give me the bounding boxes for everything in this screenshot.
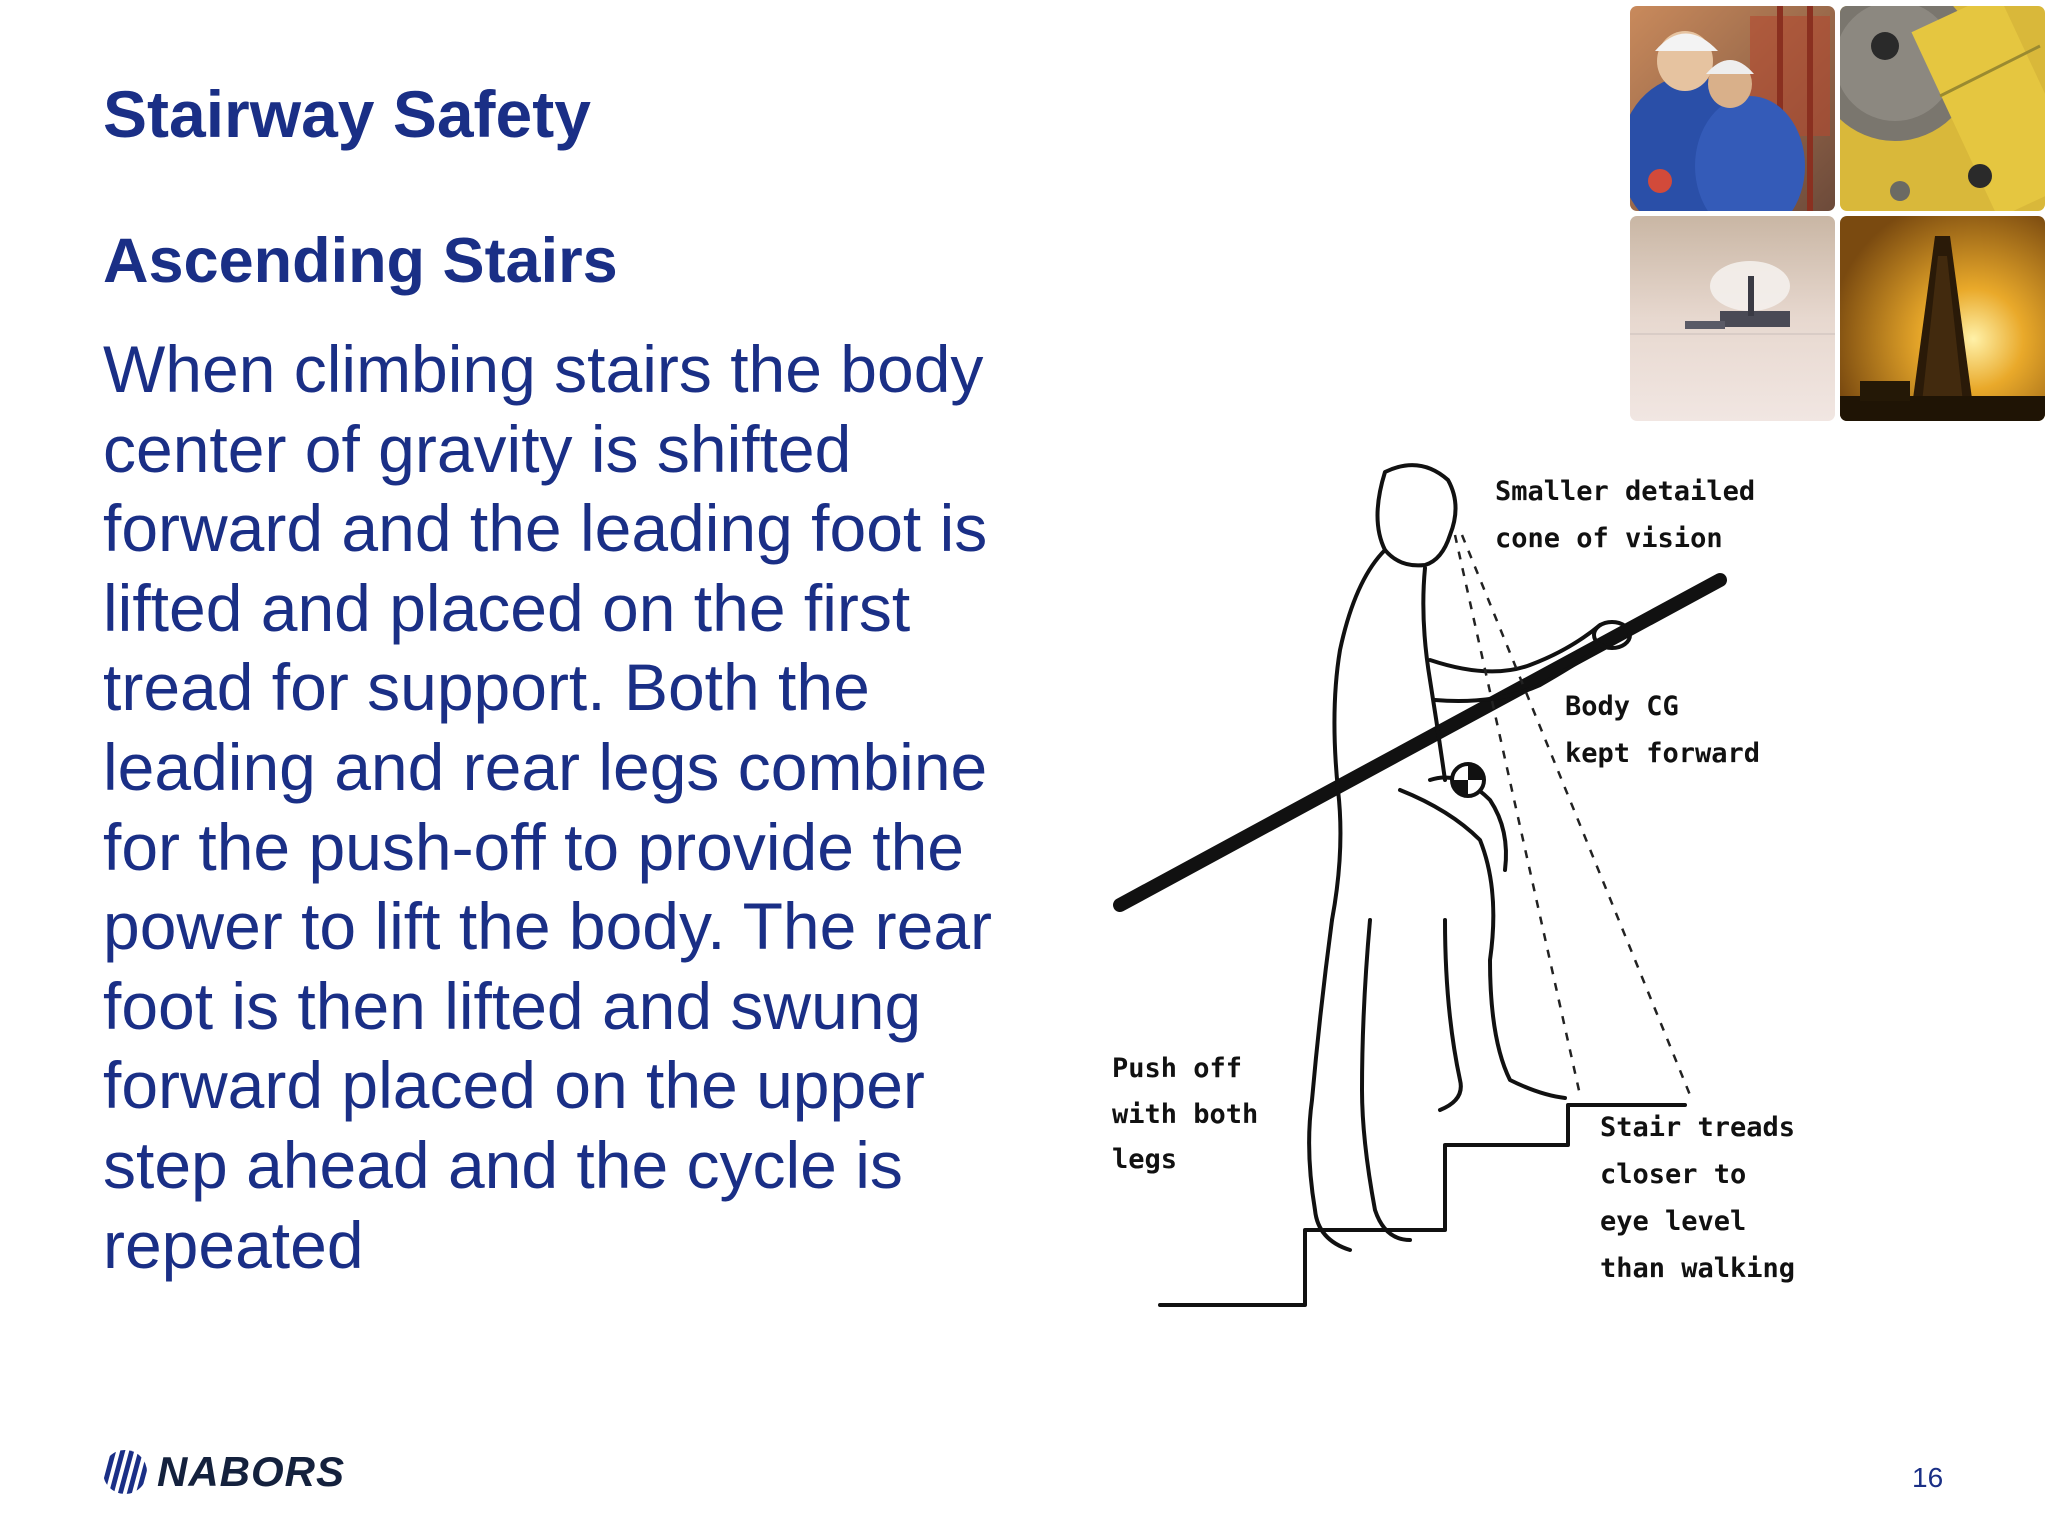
label-push-1: Push off [1112,1053,1243,1084]
label-cg-2: kept forward [1565,738,1761,769]
body-line: for the push-off to provide the [103,809,964,884]
label-vision-1: Smaller detailed [1495,476,1756,507]
body-line: step ahead and the cycle is [103,1127,903,1202]
body-line: forward and the leading foot is [103,491,988,566]
body-line: leading and rear legs combine [103,729,988,804]
label-treads-4: than walking [1600,1253,1796,1284]
photo-collage [1630,6,2045,421]
body-line: forward placed on the upper [103,1048,925,1123]
label-push-2: with both [1112,1099,1259,1130]
body-line: power to lift the body. The rear [103,889,993,964]
head [1378,465,1456,565]
label-vision-2: cone of vision [1495,523,1723,554]
body-line: When climbing stairs the body [103,332,984,406]
center-of-gravity-marker [1452,764,1484,796]
equipment-photo [1840,6,2045,211]
body-line: foot is then lifted and swung [103,968,922,1043]
brand-name: NABORS [157,1448,346,1495]
label-treads-2: closer to [1600,1159,1747,1190]
body-line: center of gravity is shifted [103,411,852,486]
body-line: repeated [103,1207,364,1282]
nabors-logo-icon [101,1448,149,1496]
body-line: lifted and placed on the first [103,570,911,645]
body-line: tread for support. Both the [103,650,870,725]
section-heading: Ascending Stairs [103,226,618,296]
label-cg-1: Body CG [1565,691,1679,722]
arctic-rig-photo [1630,216,1835,421]
label-treads-1: Stair treads [1600,1112,1796,1143]
page-title: Stairway Safety [103,77,591,151]
label-push-3: legs [1112,1144,1178,1175]
page-number: 16 [1912,1462,1944,1493]
body-paragraph [103,330,1043,1285]
label-treads-3: eye level [1600,1206,1747,1237]
stair-climbing-diagram [1100,450,1820,1320]
nabors-logo [101,1448,345,1496]
workers-photo [1630,6,1835,211]
sunset-rig-photo [1840,216,2045,421]
